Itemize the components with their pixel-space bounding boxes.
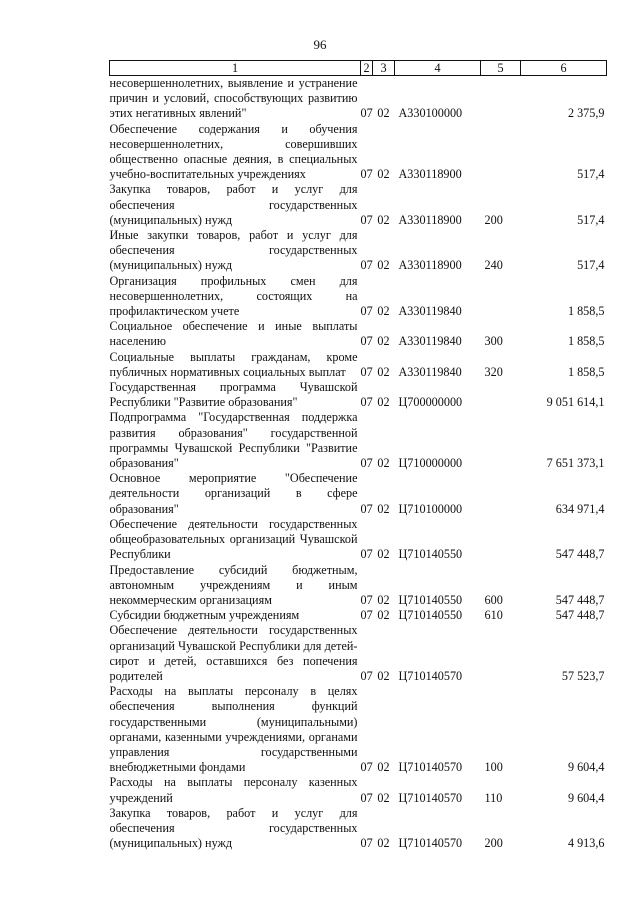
row-name: несовершеннолетних, выявление и устранение причин и условий, способствующих развитию этих негативных явлений" (109, 76, 358, 121)
row-amount: 2 375,9 (567, 106, 605, 121)
row-expense-type: 320 (484, 364, 503, 379)
row-subsection: 02 (377, 790, 390, 805)
row-target-item: А330119840 (398, 364, 462, 379)
row-amount: 1 858,5 (567, 334, 605, 349)
row-target-item: Ц710000000 (398, 456, 463, 471)
column-header-name: 1 (110, 61, 361, 76)
row-subsection: 02 (377, 167, 390, 182)
row-target-item: Ц710140570 (398, 836, 463, 851)
row-expense-type (481, 410, 521, 471)
row-section: 07 (360, 456, 373, 471)
row-target-item: А330119840 (398, 304, 462, 319)
row-expense-type (481, 517, 521, 563)
table-row (110, 563, 607, 609)
row-target-item: Ц710140570 (398, 668, 463, 683)
row-subsection: 02 (377, 668, 390, 683)
row-name: Социальные выплаты гражданам, кроме публичных нормативных социальных выплат (109, 349, 358, 379)
row-section: 07 (360, 608, 373, 623)
table-row (110, 684, 607, 775)
row-target-item: А330100000 (398, 106, 463, 121)
row-subsection: 02 (377, 501, 390, 516)
row-expense-type: 200 (484, 212, 503, 227)
row-subsection: 02 (377, 547, 390, 562)
row-subsection: 02 (377, 106, 390, 121)
row-expense-type (481, 623, 521, 684)
table-row (110, 517, 607, 563)
row-expense-type (481, 274, 521, 320)
row-target-item: А330118900 (398, 167, 462, 182)
row-amount: 1 858,5 (567, 304, 605, 319)
row-target-item: Ц710140570 (398, 790, 463, 805)
table-row (110, 182, 607, 228)
table-row (110, 608, 607, 623)
row-section: 07 (360, 760, 373, 775)
row-amount: 517,4 (577, 167, 605, 182)
row-name: Основное мероприятие "Обеспечение деятельности организаций в сфере образования" (109, 471, 358, 516)
row-name: Обеспечение деятельности государственных общеобразовательных организаций Чувашской Республики (109, 516, 358, 562)
table-row (110, 350, 607, 380)
row-expense-type: 240 (484, 258, 503, 273)
row-expense-type: 110 (484, 790, 503, 805)
table-row (110, 775, 607, 805)
row-name: Обеспечение деятельности государственных организаций Чувашской Республики для детей-сирот и детей, оставшихся без попечения родителей (109, 623, 358, 683)
row-amount: 9 604,4 (567, 790, 605, 805)
row-name: Расходы на выплаты персоналу казенных учреждений (109, 775, 358, 805)
row-expense-type: 300 (484, 334, 503, 349)
row-subsection: 02 (377, 836, 390, 851)
row-name: Государственная программа Чувашской Республики "Развитие образования" (109, 380, 358, 410)
row-target-item: Ц710140570 (398, 760, 463, 775)
row-subsection: 02 (377, 760, 390, 775)
row-section: 07 (360, 547, 373, 562)
column-header-target-item: 4 (395, 61, 481, 76)
table-row (110, 228, 607, 274)
row-amount: 9 051 614,1 (546, 395, 605, 410)
row-name: Подпрограмма "Государственная поддержка развития образования" государственной программы Чувашской Республики "Развитие образования" (109, 410, 358, 471)
row-amount: 4 913,6 (567, 836, 605, 851)
row-expense-type (481, 122, 521, 183)
row-amount: 634 971,4 (555, 501, 605, 516)
table-header-row (110, 61, 607, 76)
row-target-item: Ц710140550 (398, 547, 463, 562)
row-amount: 547 448,7 (555, 547, 605, 562)
row-subsection: 02 (377, 608, 390, 623)
row-section: 07 (360, 395, 373, 410)
row-section: 07 (360, 106, 373, 121)
row-target-item: А330119840 (398, 334, 462, 349)
row-section: 07 (360, 790, 373, 805)
row-amount: 547 448,7 (555, 592, 605, 607)
row-section: 07 (360, 167, 373, 182)
row-amount: 1 858,5 (567, 364, 605, 379)
row-subsection: 02 (377, 212, 390, 227)
table-row (110, 122, 607, 183)
row-expense-type: 100 (484, 760, 503, 775)
row-amount: 9 604,4 (567, 760, 605, 775)
row-subsection: 02 (377, 592, 390, 607)
row-amount: 517,4 (577, 212, 605, 227)
table-row (110, 319, 607, 349)
table-row (110, 471, 607, 517)
row-expense-type (481, 380, 521, 410)
row-name: Субсидии бюджетным учреждениям (109, 608, 300, 623)
row-subsection: 02 (377, 395, 390, 410)
table-row (110, 76, 607, 122)
column-header-amount: 6 (521, 61, 607, 76)
table-row (110, 274, 607, 320)
row-name: Предоставление субсидий бюджетным, автономным учреждениям и иным некоммерческим организациям (109, 562, 358, 607)
row-subsection: 02 (377, 364, 390, 379)
row-name: Социальное обеспечение и иные выплаты населению (109, 319, 358, 349)
column-header-subsection: 3 (373, 61, 395, 76)
row-section: 07 (360, 836, 373, 851)
page-number: 96 (313, 37, 327, 52)
row-subsection: 02 (377, 456, 390, 471)
row-name: Иные закупки товаров, работ и услуг для обеспечения государственных (муниципальных) нужд (109, 228, 358, 273)
row-expense-type: 200 (484, 836, 503, 851)
row-target-item: Ц710100000 (398, 501, 463, 516)
row-amount: 57 523,7 (561, 668, 605, 683)
row-expense-type (481, 471, 521, 517)
row-section: 07 (360, 592, 373, 607)
row-section: 07 (360, 364, 373, 379)
row-expense-type (481, 76, 521, 122)
row-target-item: Ц710140550 (398, 592, 463, 607)
row-section: 07 (360, 304, 373, 319)
row-expense-type: 610 (484, 608, 503, 623)
row-name: Обеспечение содержания и обучения несовершеннолетних, совершивших общественно опасные деяния, в специальных учебно-воспитательных учреждениях (109, 121, 358, 182)
row-amount: 7 651 373,1 (546, 456, 605, 471)
table-body (110, 76, 607, 852)
table-row (110, 410, 607, 471)
budget-table (109, 60, 607, 851)
row-subsection: 02 (377, 258, 390, 273)
row-subsection: 02 (377, 304, 390, 319)
row-amount: 517,4 (577, 258, 605, 273)
row-name: Расходы на выплаты персоналу в целях обеспечения выполнения функций государственными (муниципальными) органами, казенными учреждениями, органами управления государственными внебюджетными фондами (109, 684, 358, 775)
row-expense-type: 600 (484, 592, 503, 607)
row-name: Закупка товаров, работ и услуг для обеспечения государственных (муниципальных) нужд (109, 182, 358, 227)
column-header-section: 2 (361, 61, 373, 76)
table-row (110, 623, 607, 684)
row-amount: 547 448,7 (555, 608, 605, 623)
row-section: 07 (360, 258, 373, 273)
row-subsection: 02 (377, 334, 390, 349)
column-header-expense-type: 5 (481, 61, 521, 76)
row-target-item: А330118900 (398, 258, 462, 273)
row-name: Закупка товаров, работ и услуг для обеспечения государственных (муниципальных) нужд (109, 805, 358, 851)
row-target-item: А330118900 (398, 212, 462, 227)
row-section: 07 (360, 501, 373, 516)
table-row (110, 806, 607, 852)
table-row (110, 380, 607, 410)
row-target-item: Ц700000000 (398, 395, 463, 410)
row-target-item: Ц710140550 (398, 608, 463, 623)
row-section: 07 (360, 334, 373, 349)
row-section: 07 (360, 668, 373, 683)
row-name: Организация профильных смен для несовершеннолетних, состоящих на профилактическом учете (109, 273, 358, 319)
row-section: 07 (360, 212, 373, 227)
